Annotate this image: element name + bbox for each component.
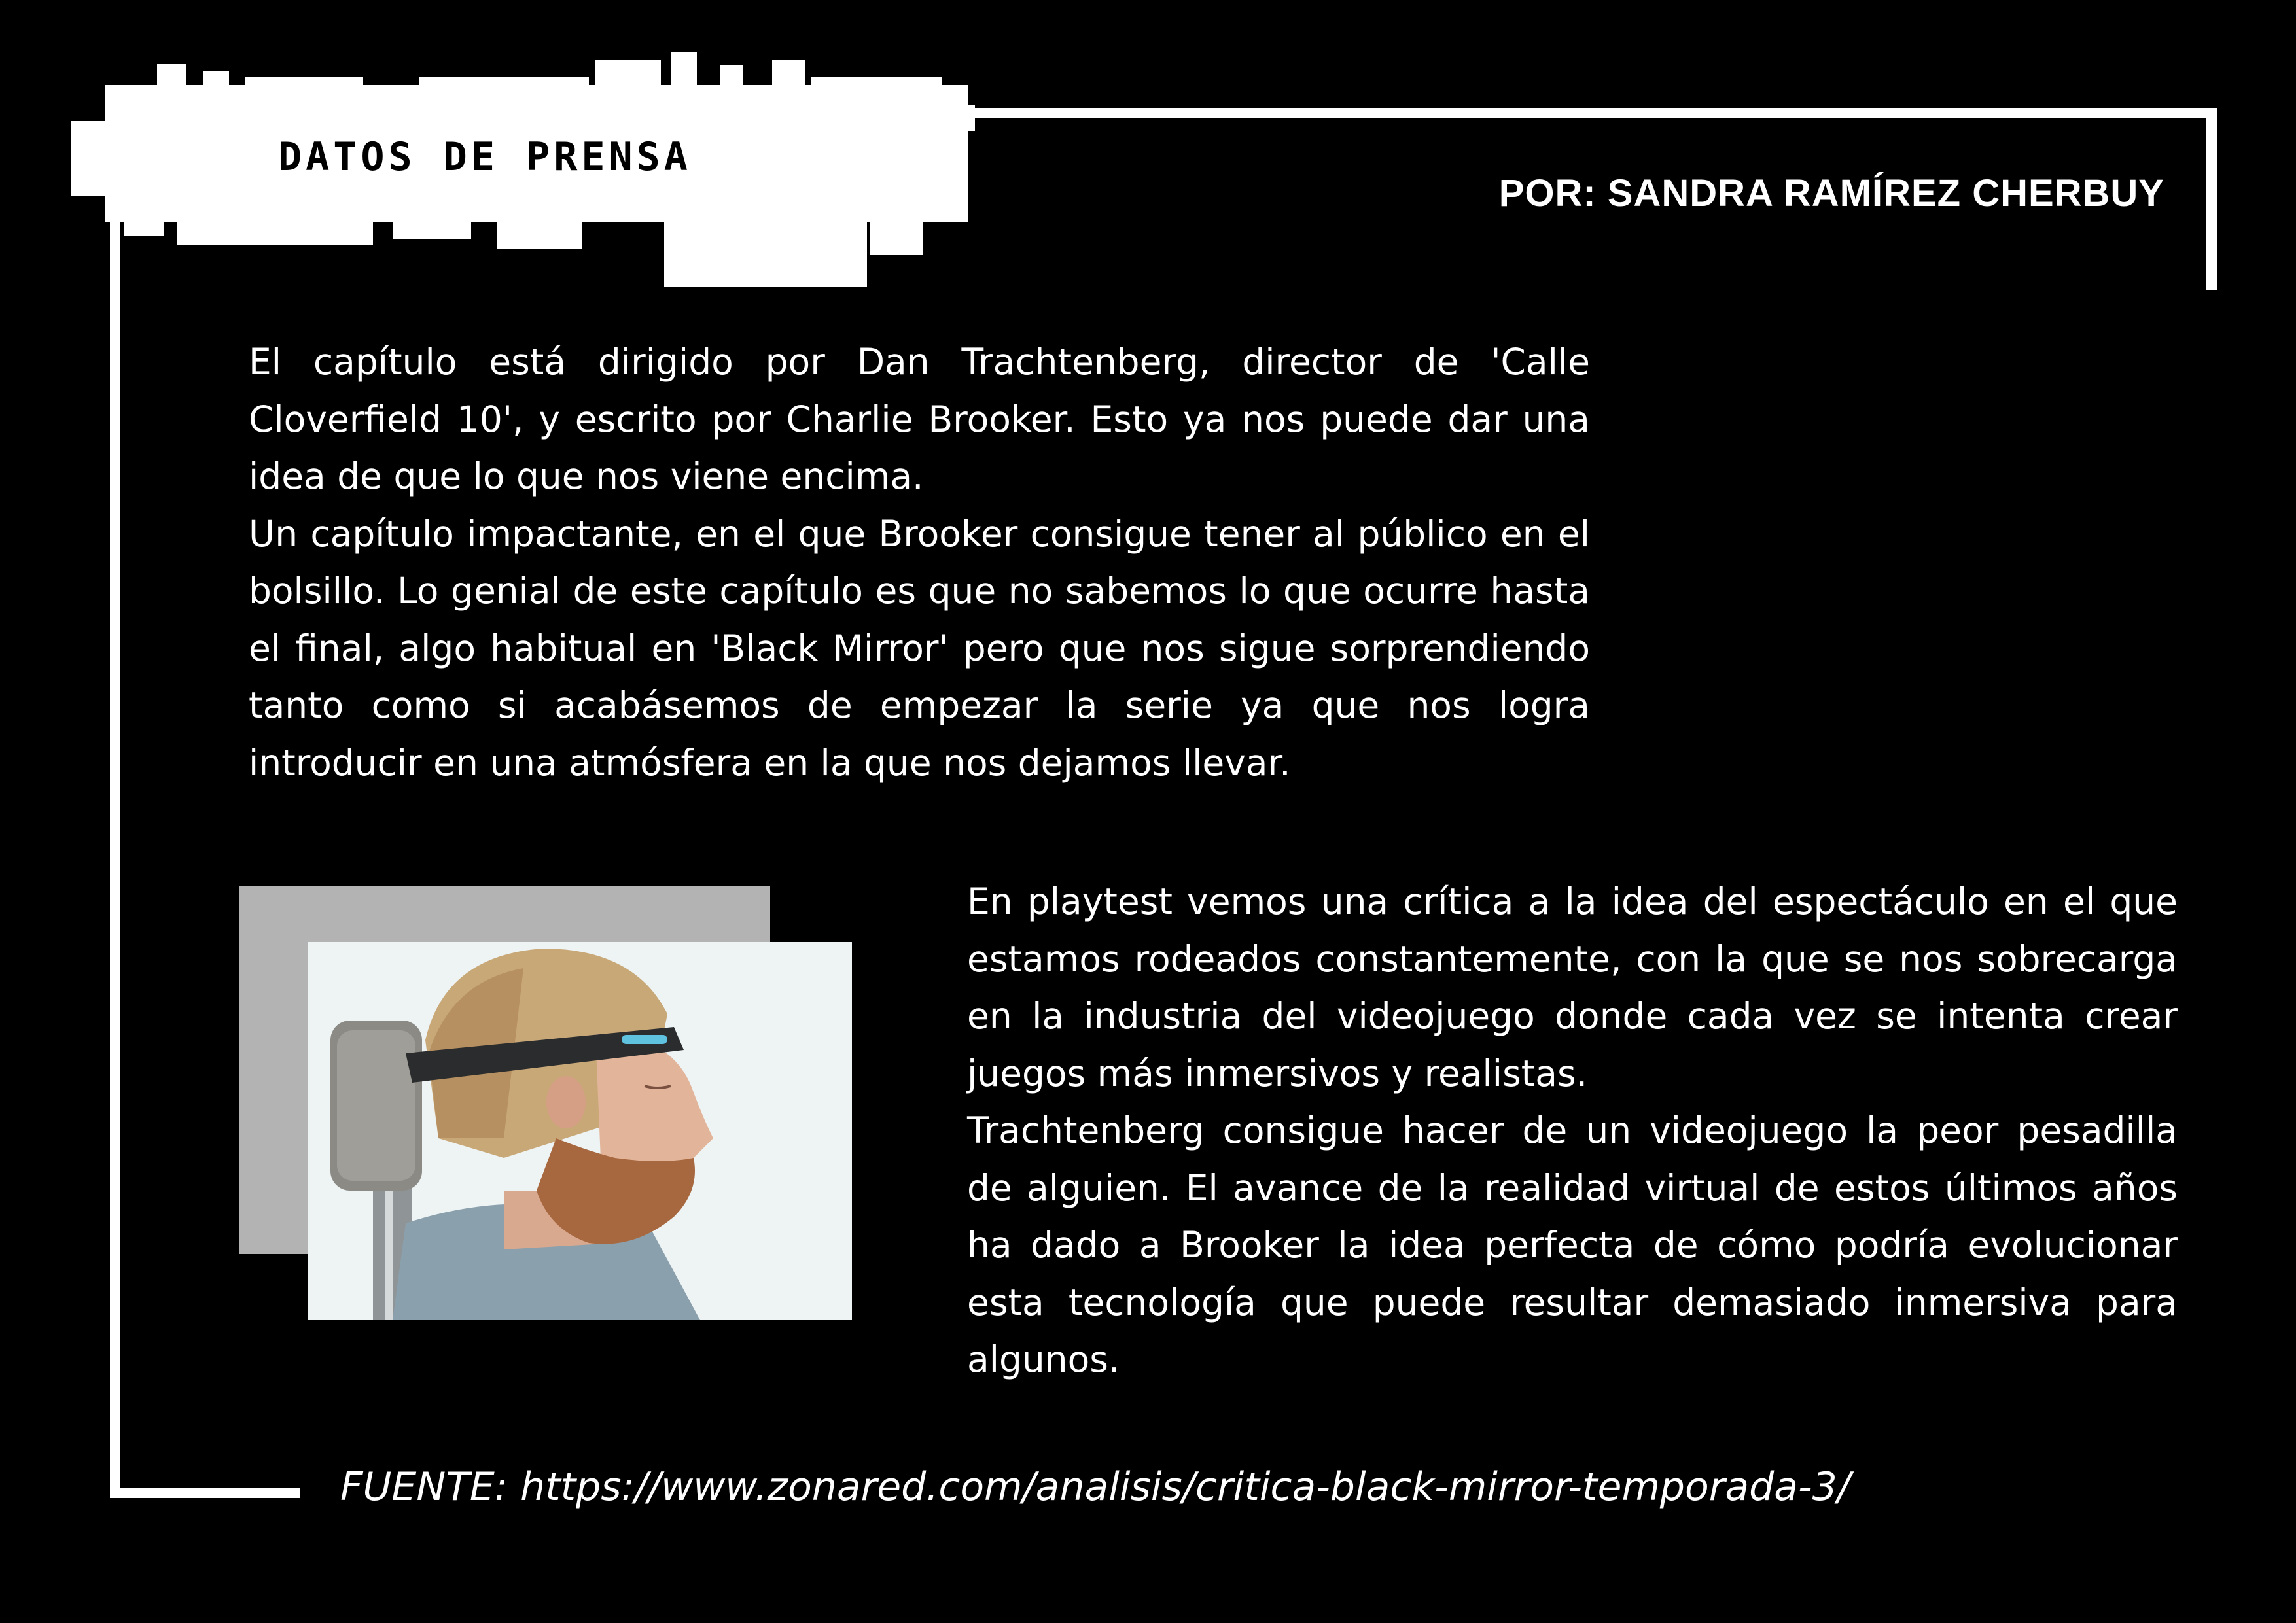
article-block-1	[249, 334, 1590, 792]
paragraph: Trachtenberg consigue hacer de un videojuego la peor pesadilla de alguien. El avance de la realidad virtual de estos últimos años ha dado a Brooker la idea perfecta de cómo podría evolucionar esta tecnología que puede resultar demasiado inmersiva para algunos.	[967, 1109, 2178, 1380]
episode-photo	[308, 942, 852, 1320]
paragraph: En playtest vemos una crítica a la idea del espectáculo en el que estamos rodeados constantemente, con la que se nos sobrecarga en la industria del videojuego donde cada vez se intenta crear juegos más inmersivos y realistas.	[967, 881, 2178, 1094]
paragraph: Un capítulo impactante, en el que Brooker consigue tener al público en el bolsillo. Lo genial de este capítulo es que no sabemos lo que ocurre hasta el final, algo habitual en 'Black Mirror' pero que nos sigue sorprendiendo tanto como si acabásemos de empezar la serie ya que nos logra introducir en una atmósfera en la que nos dejamos llevar.	[249, 512, 1590, 784]
frame-top-line	[929, 108, 2217, 118]
author-byline: POR: SANDRA RAMÍREZ CHERBUY	[1498, 172, 2164, 215]
paragraph: El capítulo está dirigido por Dan Trachtenberg, director de 'Calle Cloverfield 10', y escrito por Charlie Brooker. Esto ya nos puede dar una idea de que lo que nos viene encima.	[249, 341, 1590, 497]
frame-left-line	[110, 216, 120, 1498]
man-with-headset-illustration	[308, 942, 852, 1320]
frame-right-line	[2206, 108, 2217, 290]
source-citation: FUENTE: https://www.zonared.com/analisis/critica-black-mirror-temporada-3/	[340, 1464, 1851, 1510]
badge-title: DATOS DE PRENSA	[278, 134, 692, 180]
frame-bottom-line	[110, 1488, 300, 1498]
article-block-2	[967, 873, 2178, 1389]
